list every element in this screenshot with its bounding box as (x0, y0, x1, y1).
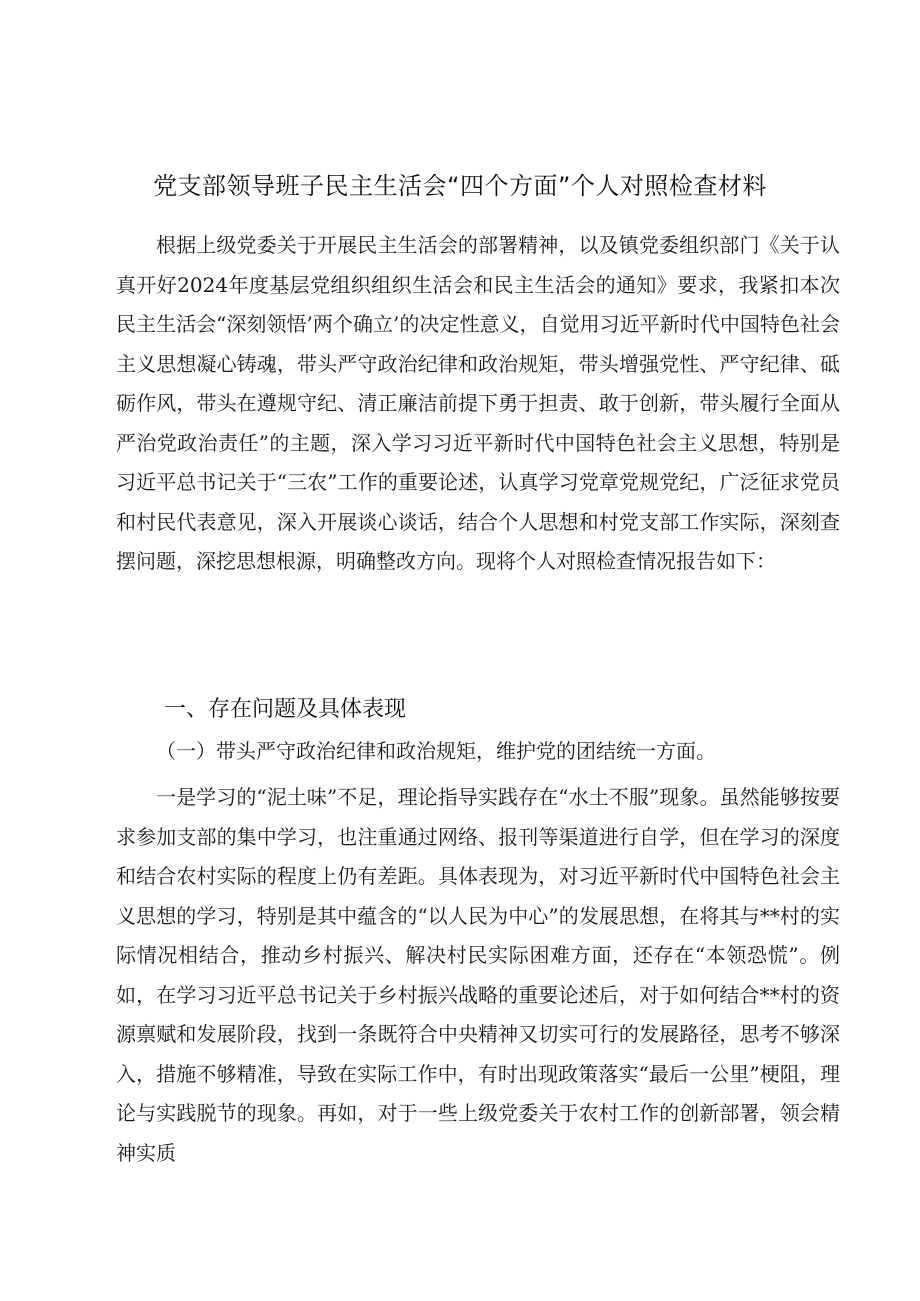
subsection-heading: （一）带头严守政治纪律和政治规矩，维护党的团结统一方面。 (156, 739, 716, 763)
section-heading: 一、存在问题及具体表现 (164, 697, 407, 722)
intro-section (116, 226, 840, 582)
document-title: 党支部领导班子民主生活会“四个方面”个人对照检查材料 (153, 172, 767, 200)
intro-paragraph: 根据上级党委关于开展民主生活会的部署精神，以及镇党委组织部门《关于认真开好2024年度基层党组织组织生活会和民主生活会的通知》要求，我紧扣本次民主生活会“深刻领悟’两个确立’的决定性意义，自觉用习近平新时代中国特色社会主义思想凝心铸魂，带头严守政治纪律和政治规矩，带头增强党性、严守纪律、砥砺作风，带头在遵规守纪、清正廉洁前提下勇于担责、敢于创新，带头履行全面从严治党政治责任”的主题，深入学习习近平新时代中国特色社会主义思想，特别是习近平总书记关于“三农”工作的重要论述，认真学习党章党规党纪，广泛征求党员和村民代表意见，深入开展谈心谈话，结合个人思想和村党支部工作实际，深刻查摆问题，深挖思想根源，明确整改方向。现将个人对照检查情况报告如下： (116, 233, 840, 573)
problem-section (116, 778, 840, 1173)
body-paragraph: 一是学习的“泥土味”不足，理论指导实践存在“水土不服”现象。虽然能够按要求参加支部的集中学习，也注重通过网络、报刊等渠道进行自学，但在学习的深度和结合农村实际的程度上仍有差距。具体表现为，对习近平新时代中国特色社会主义思想的学习，特别是其中蕴含的“以人民为中心”的发展思想，在将其与**村的实际情况相结合，推动乡村振兴、解决村民实际困难方面，还存在“本领恐慌”。例如，在学习习近平总书记关于乡村振兴战略的重要论述后，对于如何结合**村的资源禀赋和发展阶段，找到一条既符合中央精神又切实可行的发展路径，思考不够深入，措施不够精准，导致在实际工作中，有时出现政策落实“最后一公里”梗阻，理论与实践脱节的现象。再如，对于一些上级党委关于农村工作的创新部署，领会精神实质 (116, 785, 840, 1165)
